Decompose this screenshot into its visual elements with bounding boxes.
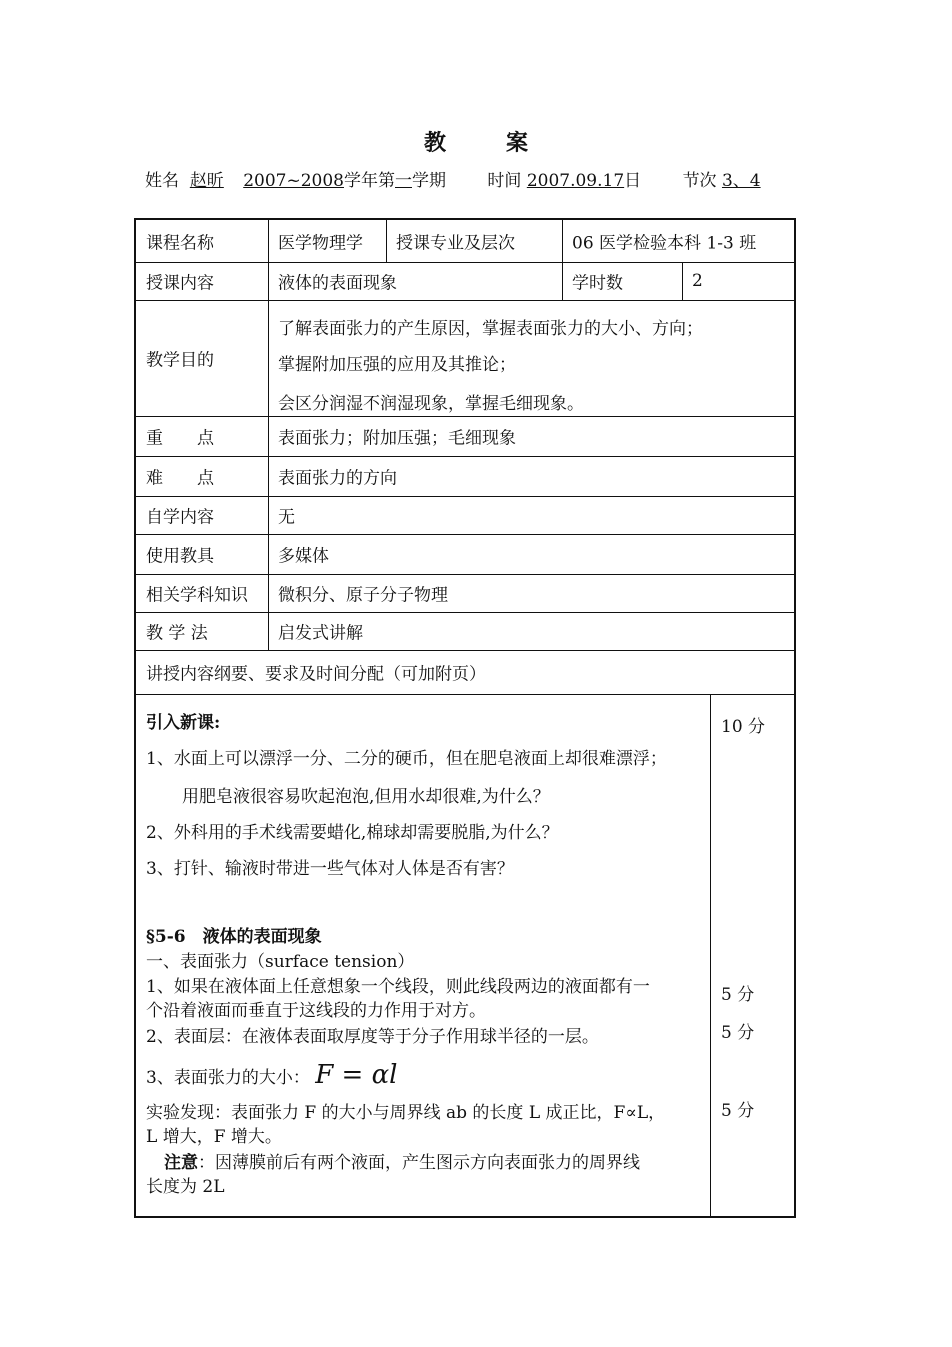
- key-value: 表面张力；附加压强；毛细现象: [278, 428, 516, 449]
- goal-label-cell: [136, 300, 268, 416]
- course-label: 课程名称: [146, 233, 214, 254]
- term-value: 一: [395, 171, 412, 191]
- term-label: 学期: [412, 171, 446, 191]
- title-char-2: 案: [506, 130, 529, 156]
- major-value-cell: [562, 220, 794, 262]
- year-value: 2007~2008: [243, 171, 344, 191]
- self-label-cell: [136, 496, 268, 534]
- self-value: 无: [278, 507, 295, 528]
- time-allocation-column: [710, 694, 794, 1216]
- related-value-cell: [268, 574, 794, 612]
- period-label: 节次: [682, 171, 717, 191]
- point-2: 2、表面层：在液体表面取厚度等于分子作用球半径的一层。: [146, 1027, 599, 1047]
- tools-value-cell: [268, 534, 794, 574]
- key-value-cell: [268, 416, 794, 456]
- content-label-cell: [136, 262, 268, 300]
- day-label: 日: [624, 171, 642, 191]
- time-label: 时间: [487, 171, 522, 191]
- note-line: [164, 1148, 640, 1173]
- year-label: 学年第: [344, 171, 395, 191]
- surface-tension-formula: F = αl: [315, 1060, 398, 1090]
- name-value: 赵昕: [189, 171, 224, 191]
- section-heading: §5-6 液体的表面现象: [146, 927, 322, 947]
- difficult-value-cell: [268, 456, 794, 496]
- course-value-cell: [268, 220, 386, 262]
- outline-label: 讲授内容纲要、要求及时间分配（可加附页）: [146, 664, 486, 685]
- title-char-1: 教: [423, 130, 446, 156]
- content-value: 液体的表面现象: [278, 273, 397, 294]
- content-label: 授课内容: [146, 273, 214, 294]
- row-goals: [136, 300, 794, 417]
- related-value: 微积分、原子分子物理: [278, 585, 448, 606]
- intro-line: 用肥皂液很容易吹起泡泡,但用水却很难,为什么？: [182, 787, 550, 807]
- major-label-cell: [386, 220, 562, 262]
- self-value-cell: [268, 496, 794, 534]
- related-label-cell: [136, 574, 268, 612]
- related-label: 相关学科知识: [146, 585, 248, 606]
- outline-label-cell: [136, 650, 794, 694]
- time-allocation: 5 分: [721, 985, 755, 1005]
- key-label: 重 点: [146, 428, 214, 449]
- hours-value: 2: [692, 271, 703, 291]
- point-3: [146, 1060, 397, 1090]
- row-difficult-points: [136, 456, 794, 497]
- method-value: 启发式讲解: [278, 623, 363, 644]
- lesson-plan-table: [134, 218, 796, 1218]
- row-outline: [136, 650, 794, 695]
- note-label: 注意: [164, 1153, 198, 1173]
- row-content: [136, 262, 794, 301]
- goal-item: 掌握附加压强的应用及其推论；: [278, 355, 516, 375]
- difficult-value: 表面张力的方向: [278, 468, 397, 489]
- key-label-cell: [136, 416, 268, 456]
- point-3-label: 3、表面张力的大小：: [146, 1068, 310, 1088]
- difficult-label-cell: [136, 456, 268, 496]
- row-method: [136, 612, 794, 651]
- period-value: 3、4: [721, 171, 761, 191]
- method-value-cell: [268, 612, 794, 650]
- content-value-cell: [268, 262, 562, 300]
- note-text-b: 长度为 2L: [146, 1177, 225, 1197]
- note-text-a: ：因薄膜前后有两个液面，产生图示方向表面张力的周界线: [198, 1153, 640, 1173]
- course-value: 医学物理学: [278, 233, 363, 254]
- major-value: 06 医学检验本科 1-3 班: [572, 233, 757, 254]
- self-label: 自学内容: [146, 507, 214, 528]
- point-1b: 个沿着液面而垂直于这线段的力作用于对方。: [146, 1001, 486, 1021]
- goal-item: 会区分润湿不润湿现象，掌握毛细现象。: [278, 394, 584, 414]
- row-related: [136, 574, 794, 613]
- intro-heading: 引入新课:: [146, 713, 221, 733]
- tools-label-cell: [136, 534, 268, 574]
- goal-label: 教学目的: [146, 350, 214, 371]
- intro-line: 3、打针、输液时带进一些气体对人体是否有害？: [146, 859, 514, 879]
- row-tools: [136, 534, 794, 575]
- goal-item: 了解表面张力的产生原因，掌握表面张力的大小、方向；: [278, 319, 703, 339]
- hours-label-cell: [562, 262, 682, 300]
- time-allocation: 5 分: [721, 1101, 755, 1121]
- hours-label: 学时数: [572, 273, 623, 294]
- page-title: [0, 126, 952, 157]
- sub-heading: 一、表面张力（surface tension）: [146, 952, 415, 972]
- point-1a: 1、如果在液体面上任意想象一个线段，则此线段两边的液面都有一: [146, 977, 650, 997]
- name-label: 姓名: [145, 171, 179, 191]
- method-label-cell: [136, 612, 268, 650]
- intro-line: 1、水面上可以漂浮一分、二分的硬币，但在肥皂液面上却很难漂浮；: [146, 749, 667, 769]
- row-self-study: [136, 496, 794, 535]
- method-label: 教 学 法: [146, 623, 208, 644]
- time-value: 2007.09.17: [526, 171, 625, 191]
- header-info: [145, 166, 761, 191]
- major-label: 授课专业及层次: [396, 233, 515, 254]
- row-key-points: [136, 416, 794, 457]
- tools-label: 使用教具: [146, 546, 214, 567]
- course-label-cell: [136, 220, 268, 262]
- difficult-label: 难 点: [146, 468, 214, 489]
- intro-line: 2、外科用的手术线需要蜡化,棉球却需要脱脂,为什么？: [146, 823, 559, 843]
- experiment-b: L 增大，F 增大。: [146, 1127, 282, 1147]
- hours-value-cell: [682, 262, 794, 300]
- row-course: [136, 220, 794, 263]
- tools-value: 多媒体: [278, 546, 329, 567]
- time-allocation: 5 分: [721, 1023, 755, 1043]
- lesson-content: [136, 694, 710, 1216]
- time-allocation: 10 分: [721, 717, 766, 737]
- goal-list: [268, 300, 794, 416]
- experiment-a: 实验发现：表面张力 F 的大小与周界线 ab 的长度 L 成正比，F∝L，: [146, 1103, 666, 1123]
